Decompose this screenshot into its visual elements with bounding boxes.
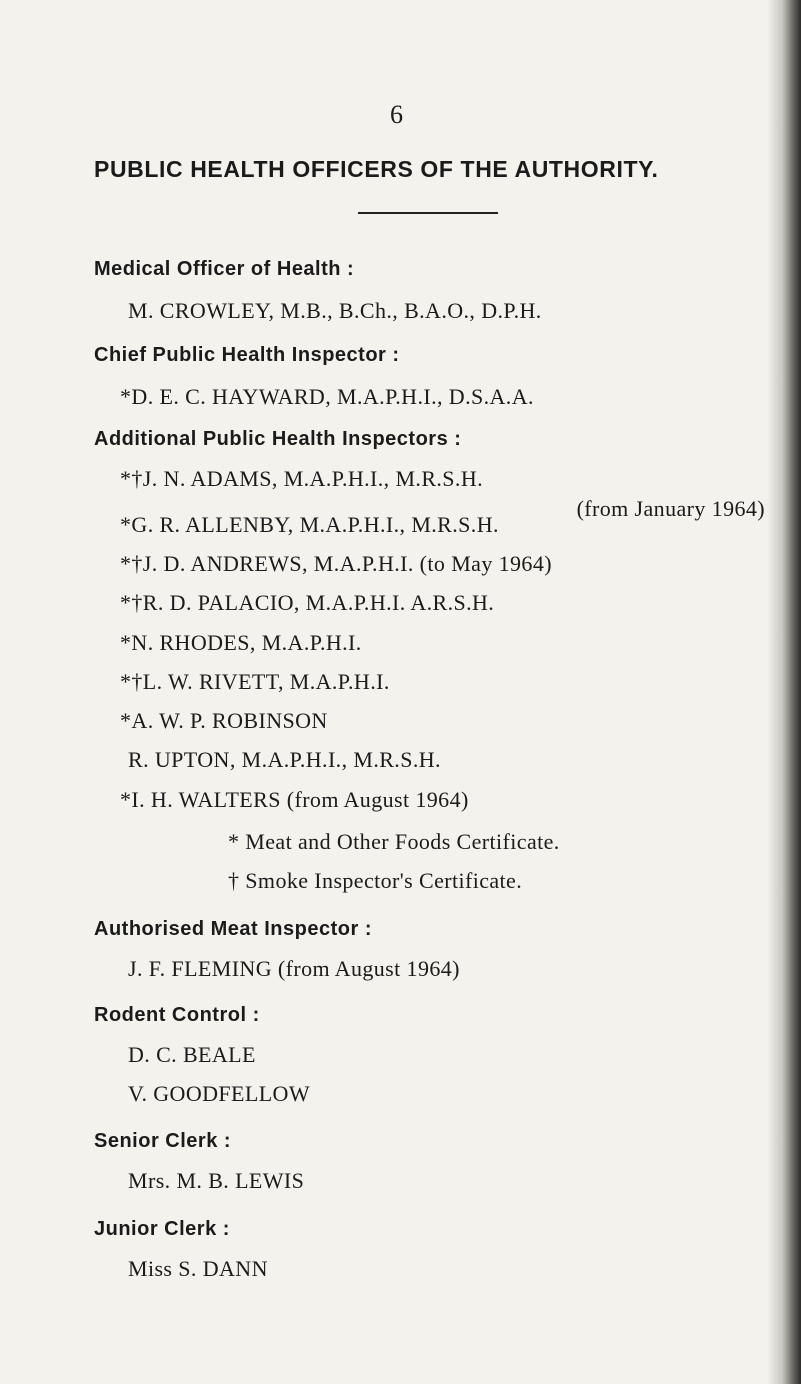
entry-inspector: *†J. N. ADAMS, M.A.P.H.I., M.R.S.H. [120,466,484,491]
entry-inspector: *A. W. P. ROBINSON [120,708,328,733]
heading-senior-clerk: Senior Clerk : [94,1130,232,1152]
entry-meat-inspector: J. F. FLEMING (from August 1964) [128,956,460,981]
entry-senior-clerk: Mrs. M. B. LEWIS [128,1168,305,1193]
entry-rodent-control: D. C. BEALE [128,1042,256,1067]
page-title: PUBLIC HEALTH OFFICERS OF THE AUTHORITY. [94,156,659,182]
entry-inspector: *†J. D. ANDREWS, M.A.P.H.I. (to May 1964) [120,551,552,576]
entry-medical-officer: M. CROWLEY, M.B., B.Ch., B.A.O., D.P.H. [128,298,542,323]
entry-inspector: *G. R. ALLENBY, M.A.P.H.I., M.R.S.H. [120,512,499,537]
heading-medical-officer: Medical Officer of Health : [94,258,355,280]
entry-inspector: *†L. W. RIVETT, M.A.P.H.I. [120,669,390,694]
footnote-meat-certificate: * Meat and Other Foods Certificate. [228,829,560,854]
footnote-smoke-certificate: † Smoke Inspector's Certificate. [228,868,523,893]
heading-junior-clerk: Junior Clerk : [94,1218,230,1240]
entry-inspector: R. UPTON, M.A.P.H.I., M.R.S.H. [128,747,441,772]
entry-junior-clerk: Miss S. DANN [128,1256,268,1281]
heading-rodent-control: Rodent Control : [94,1004,260,1026]
heading-meat-inspector: Authorised Meat Inspector : [94,918,372,940]
entry-inspector: *N. RHODES, M.A.P.H.I. [120,630,362,655]
entry-chief-inspector: *D. E. C. HAYWARD, M.A.P.H.I., D.S.A.A. [120,384,534,409]
page-number: 6 [390,100,403,129]
entry-rodent-control: V. GOODFELLOW [128,1081,311,1106]
heading-chief-inspector: Chief Public Health Inspector : [94,344,400,366]
binding-edge [767,0,801,1384]
heading-additional-inspectors: Additional Public Health Inspectors : [94,428,462,450]
entry-inspector-note: (from January 1964) [576,496,765,521]
entry-inspector: *†R. D. PALACIO, M.A.P.H.I. A.R.S.H. [120,590,495,615]
entry-inspector: *I. H. WALTERS (from August 1964) [120,787,469,812]
title-divider [358,212,498,214]
